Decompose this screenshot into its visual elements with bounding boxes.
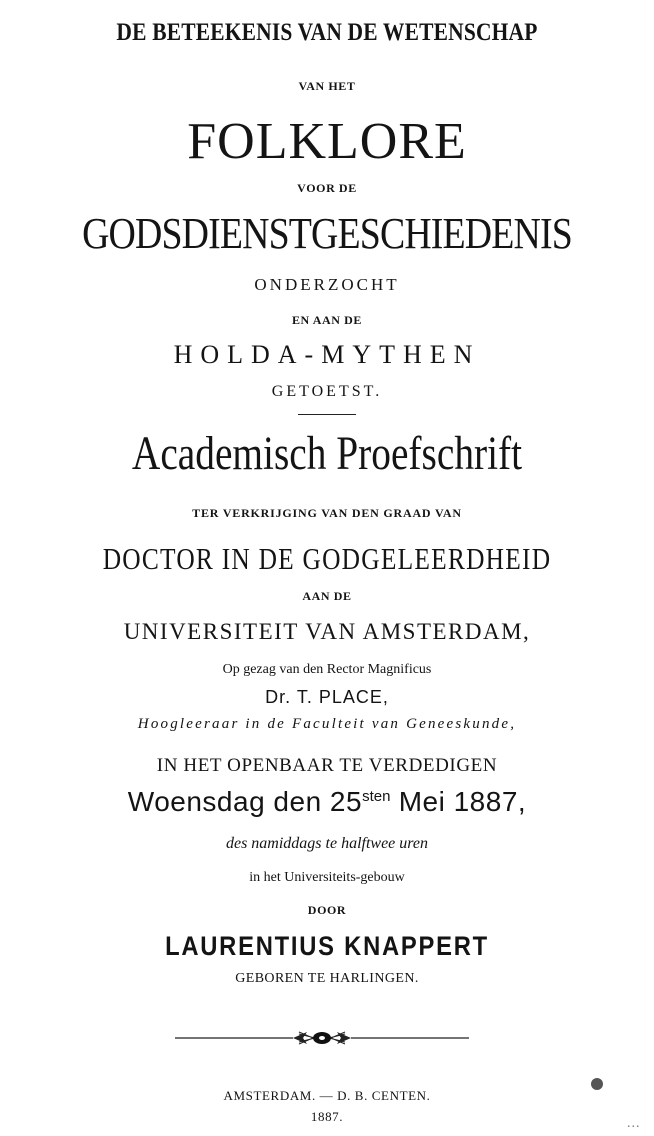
aan-de-line: AAN DE	[302, 589, 352, 603]
folklore-heading: FOLKLORE	[187, 113, 467, 170]
ter-verkrijging-line: TER VERKRIJGING VAN DEN GRAAD VAN	[192, 506, 462, 520]
van-het-line: VAN HET	[298, 79, 356, 93]
op-gezag-line: Op gezag van den Rector Magnificus	[222, 662, 432, 677]
onderzocht-line: ONDERZOCHT	[254, 275, 400, 294]
holda-heading: HOLDA-MYTHEN	[173, 340, 481, 369]
ink-spot	[591, 1078, 603, 1090]
godsdienst-heading: GODSDIENSTGESCHIEDENIS	[82, 209, 572, 258]
publisher-line: AMSTERDAM. — D. B. CENTEN.	[223, 1088, 431, 1103]
date-prefix: Woensdag den 25	[127, 786, 363, 817]
openbaar-line: IN HET OPENBAAR TE VERDEDIGEN	[156, 755, 498, 776]
date-suffix: Mei 1887,	[390, 786, 527, 817]
doctor-heading: DOCTOR IN DE GODGELEERDHEID	[102, 541, 552, 576]
en-aan-de-line: EN AAN DE	[291, 313, 363, 327]
universiteit-line: UNIVERSITEIT VAN AMSTERDAM,	[123, 619, 531, 644]
voor-de-line: VOOR DE	[297, 181, 357, 195]
year-line: 1887.	[310, 1109, 344, 1124]
short-divider-rule	[298, 414, 356, 415]
door-line: DOOR	[307, 903, 347, 917]
defense-date	[0, 788, 654, 816]
gebouw-line: in het Universiteits-gebouw	[249, 870, 405, 885]
getoetst-line: GETOETST.	[271, 383, 383, 400]
birthplace-line: GEBOREN TE HARLINGEN.	[235, 971, 419, 986]
rector-name: Dr. T. PLACE,	[265, 687, 389, 707]
date-superscript: sten	[362, 788, 391, 805]
namiddags-line: des namiddags te halftwee uren	[225, 835, 429, 852]
corner-mark: ...	[627, 1116, 641, 1131]
book-title: DE BETEEKENIS VAN DE WETENSCHAP	[116, 19, 538, 46]
author-name: LAURENTIUS KNAPPERT	[165, 931, 489, 961]
academisch-heading: Academisch Proefschrift	[131, 427, 523, 480]
hoogleraar-line: Hoogleeraar in de Faculteit van Geneeskunde,	[137, 716, 517, 732]
ornament-divider	[175, 1028, 469, 1048]
